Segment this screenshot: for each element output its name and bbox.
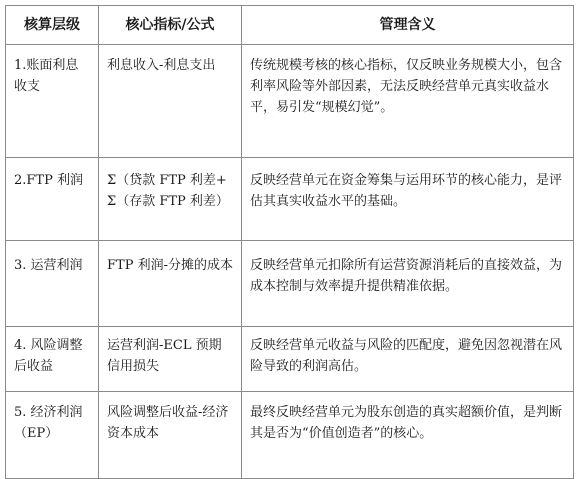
level-cell: 5. 经济利润（EP） — [6, 392, 99, 479]
formula-cell: FTP 利润-分摊的成本 — [99, 241, 242, 327]
level-cell: 1.账面利息收支 — [6, 45, 99, 158]
meaning-cell: 反映经营单元扣除所有运营资源消耗后的直接效益，为成本控制与效率提升提供精准依据。 — [242, 241, 574, 327]
table-row — [6, 241, 574, 327]
formula-cell: 运营利润-ECL 预期信用损失 — [99, 327, 242, 392]
header-meaning: 管理含义 — [242, 6, 574, 45]
header-level: 核算层级 — [6, 6, 99, 45]
level-cell: 2.FTP 利润 — [6, 158, 99, 241]
table-row — [6, 392, 574, 479]
table-header-row — [6, 6, 574, 45]
table-row — [6, 158, 574, 241]
meaning-cell: 最终反映经营单元为股东创造的真实超额价值，是判断其是否为“价值创造者”的核心。 — [242, 392, 574, 479]
formula-cell: 风险调整后收益-经济资本成本 — [99, 392, 242, 479]
meaning-cell: 传统规模考核的核心指标，仅反映业务规模大小，包含利率风险等外部因素，无法反映经营单元真实收益水平，易引发“规模幻觉”。 — [242, 45, 574, 158]
meaning-cell: 反映经营单元在资金筹集与运用环节的核心能力，是评估其真实收益水平的基础。 — [242, 158, 574, 241]
level-cell: 3. 运营利润 — [6, 241, 99, 327]
meaning-cell: 反映经营单元收益与风险的匹配度，避免因忽视潜在风险导致的利润高估。 — [242, 327, 574, 392]
formula-cell: Σ（贷款 FTP 利差+Σ（存款 FTP 利差） — [99, 158, 242, 241]
formula-cell: 利息收入-利息支出 — [99, 45, 242, 158]
table-row — [6, 45, 574, 158]
table-row — [6, 327, 574, 392]
accounting-levels-table — [5, 5, 574, 479]
level-cell: 4. 风险调整后收益 — [6, 327, 99, 392]
header-formula: 核心指标/公式 — [99, 6, 242, 45]
